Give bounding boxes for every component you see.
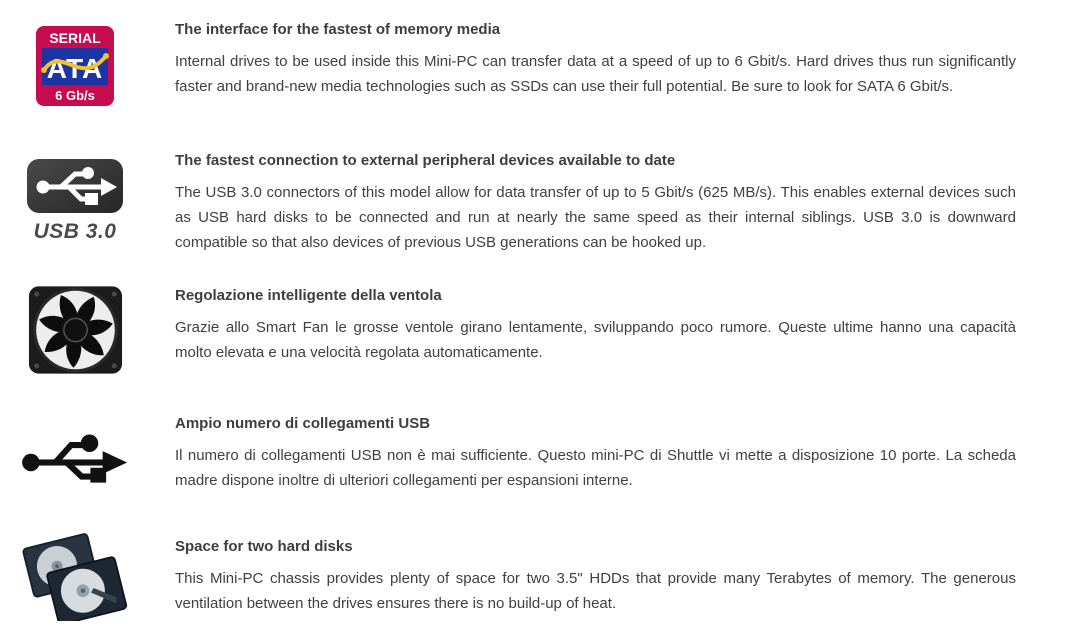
feature-body: The USB 3.0 connectors of this model allow for data transfer of up to 5 Gbit/s (625 MB/s). This enables external devices such as USB hard disks to be connected and run at nearly the same speed as their internal siblings. USB 3.0 is downward compatible so that also devices of previous USB generations can be hooked up.	[175, 184, 1016, 251]
usb-3-0-caption: USB 3.0	[33, 220, 117, 243]
feature-section-sata	[0, 20, 1016, 111]
serial-ata-6gbs-icon	[36, 26, 114, 111]
text-cell-usb30	[175, 151, 1016, 255]
feature-heading: Regolazione intelligente della ventola	[175, 287, 442, 304]
text-cell-fan	[175, 286, 1016, 365]
dual-hard-disk-icon	[18, 533, 133, 626]
feature-heading: Ampio numero di collegamenti USB	[175, 415, 431, 432]
icon-cell-fan	[0, 286, 150, 381]
feature-body: Internal drives to be used inside this Mini-PC can transfer data at a speed of up to 6 Gbit/s. Hard drives thus run significantly faster and brand-new media technologies such as SSDs can use their full potential. Be sure to look for SATA 6 Gbit/s.	[175, 53, 1016, 95]
icon-cell-hdd	[0, 537, 150, 626]
feature-section-hdd	[0, 537, 1016, 626]
feature-section-fan	[0, 286, 1016, 381]
usb-trident-graphic	[13, 424, 138, 494]
text-cell-hdd	[175, 537, 1016, 616]
sata-serial-text: SERIAL	[49, 30, 101, 46]
icon-cell-usb-ports	[0, 414, 150, 499]
dual-hard-disk-graphic	[18, 533, 133, 621]
usb-3-0-badge-graphic	[27, 159, 123, 213]
feature-body: Grazie allo Smart Fan le grosse ventole girano lentamente, sviluppando poco rumore. Queste ultime hanno una capacità molto elevata e una velocità regolata automaticamente.	[175, 319, 1016, 361]
sata-ata-text: ATA	[46, 53, 104, 84]
case-fan-graphic	[27, 284, 124, 376]
feature-section-usb30	[0, 151, 1016, 255]
case-fan-icon	[27, 284, 124, 381]
text-cell-sata	[175, 20, 1016, 99]
feature-heading: The interface for the fastest of memory media	[175, 21, 501, 38]
text-cell-usb-ports	[175, 414, 1016, 493]
icon-cell-sata	[0, 20, 150, 111]
serial-ata-logo-graphic	[36, 26, 114, 106]
icon-cell-usb30	[0, 151, 150, 244]
feature-heading: Space for two hard disks	[175, 538, 353, 555]
usb-trident-icon	[13, 424, 138, 499]
sata-speed-text: 6 Gb/s	[55, 88, 95, 103]
feature-heading: The fastest connection to external peripheral devices available to date	[175, 152, 676, 169]
feature-body: Il numero di collegamenti USB non è mai sufficiente. Questo mini-PC di Shuttle vi mette a disposizione 10 porte. La scheda madre dispone inoltre di ulteriori collegamenti per espansioni interne.	[175, 447, 1016, 489]
feature-body: This Mini-PC chassis provides plenty of space for two 3.5" HDDs that provide many Terabytes of memory. The generous ventilation between the drives ensures there is no build-up of heat.	[175, 570, 1016, 612]
usb-3-0-icon	[27, 159, 123, 244]
feature-section-usb-ports	[0, 414, 1016, 499]
